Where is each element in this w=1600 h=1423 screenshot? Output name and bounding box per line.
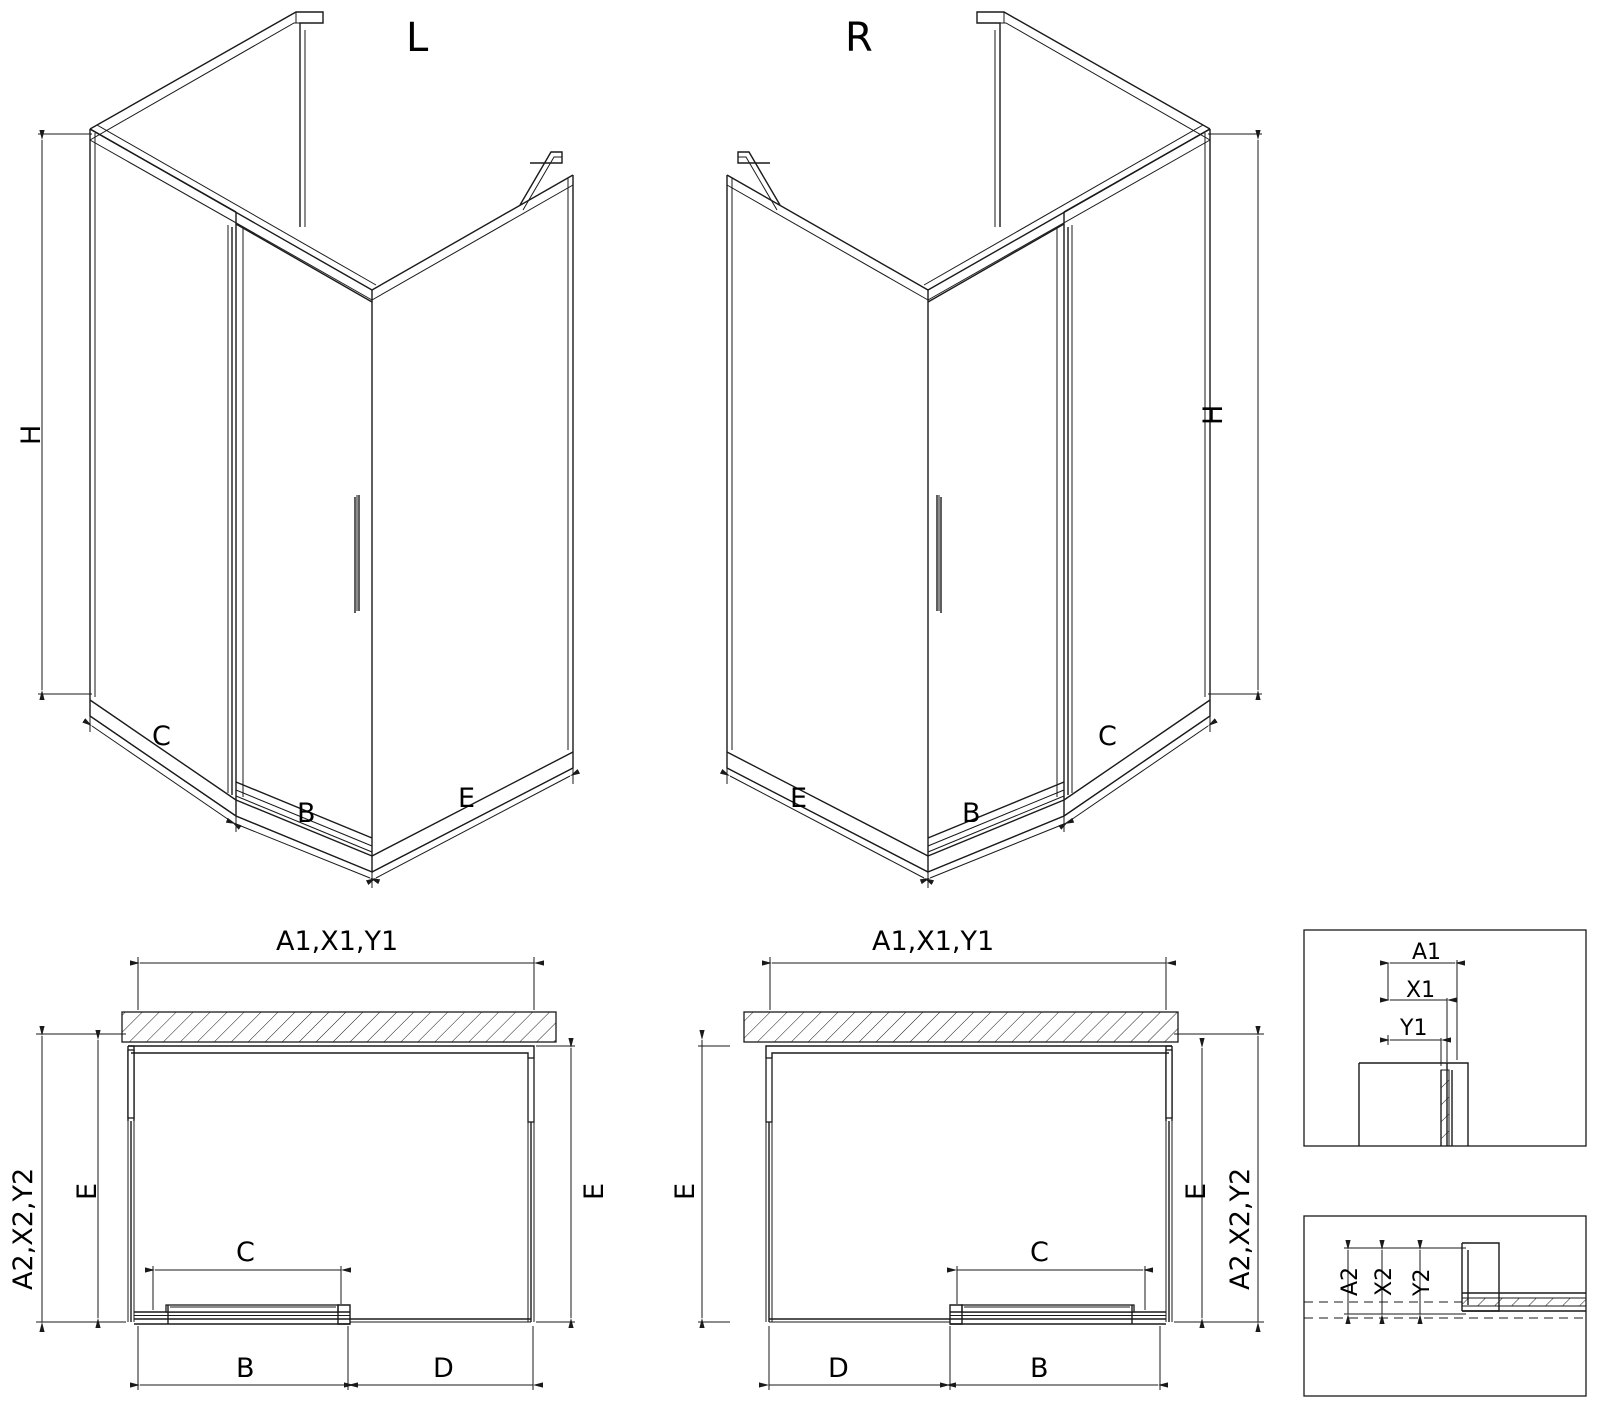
plan-right-dim-e-left-label: E bbox=[670, 1182, 701, 1200]
plan-left-dim-d-label: D bbox=[433, 1353, 454, 1384]
plan-left-dim-c-label: C bbox=[236, 1237, 255, 1268]
plan-right-geometry bbox=[744, 1012, 1178, 1324]
plan-left-dim-top-label: A1,X1,Y1 bbox=[276, 926, 399, 957]
plan-right-dim-top-label: A1,X1,Y1 bbox=[872, 926, 995, 957]
iso-right-dim-b-label: B bbox=[962, 798, 981, 829]
plan-right-dim-b-label: B bbox=[1030, 1353, 1049, 1384]
plan-left-geometry bbox=[122, 1012, 556, 1324]
plan-left-dim-left-label: A2,X2,Y2 bbox=[8, 1167, 39, 1290]
iso-left-dim-height-label: H bbox=[16, 424, 47, 445]
detail-bottom-dim-x2-label: X2 bbox=[1372, 1266, 1397, 1296]
detail-bottom-dim-y2-label: Y2 bbox=[1410, 1268, 1435, 1296]
iso-right-geometry bbox=[727, 12, 1210, 872]
plan-right-dim-e-right-label: E bbox=[1181, 1182, 1212, 1200]
iso-right-variant-label: R bbox=[845, 15, 873, 61]
plan-left-dim-e-left-label: E bbox=[72, 1182, 103, 1200]
iso-right-dim-c-label: C bbox=[1098, 721, 1117, 752]
iso-left-dim-c-label: C bbox=[152, 721, 171, 752]
iso-right-dim-height-label: H bbox=[1198, 404, 1229, 425]
detail-top-dim-x1-label: X1 bbox=[1406, 978, 1436, 1003]
iso-left-dim-b-label: B bbox=[297, 798, 316, 829]
plan-right-dim-right-label: A2,X2,Y2 bbox=[1225, 1167, 1256, 1290]
detail-bottom-dim-a2-label: A2 bbox=[1338, 1266, 1363, 1296]
plan-right-dim-c-label: C bbox=[1030, 1237, 1049, 1268]
iso-left-variant-label: L bbox=[406, 15, 429, 61]
iso-left-dim-e-label: E bbox=[458, 783, 476, 814]
detail-top-dim-y1-label: Y1 bbox=[1400, 1016, 1428, 1041]
detail-top-geometry bbox=[1304, 930, 1586, 1146]
iso-right-dim-e-label: E bbox=[790, 783, 808, 814]
detail-top-dim-a1-label: A1 bbox=[1412, 940, 1442, 965]
detail-bottom-geometry bbox=[1304, 1216, 1586, 1396]
plan-right-dim-d-label: D bbox=[828, 1353, 849, 1384]
iso-left-dim-H bbox=[38, 134, 92, 694]
plan-left-dim-b-label: B bbox=[236, 1353, 255, 1384]
plan-left-dim-e-right-label: E bbox=[579, 1182, 610, 1200]
